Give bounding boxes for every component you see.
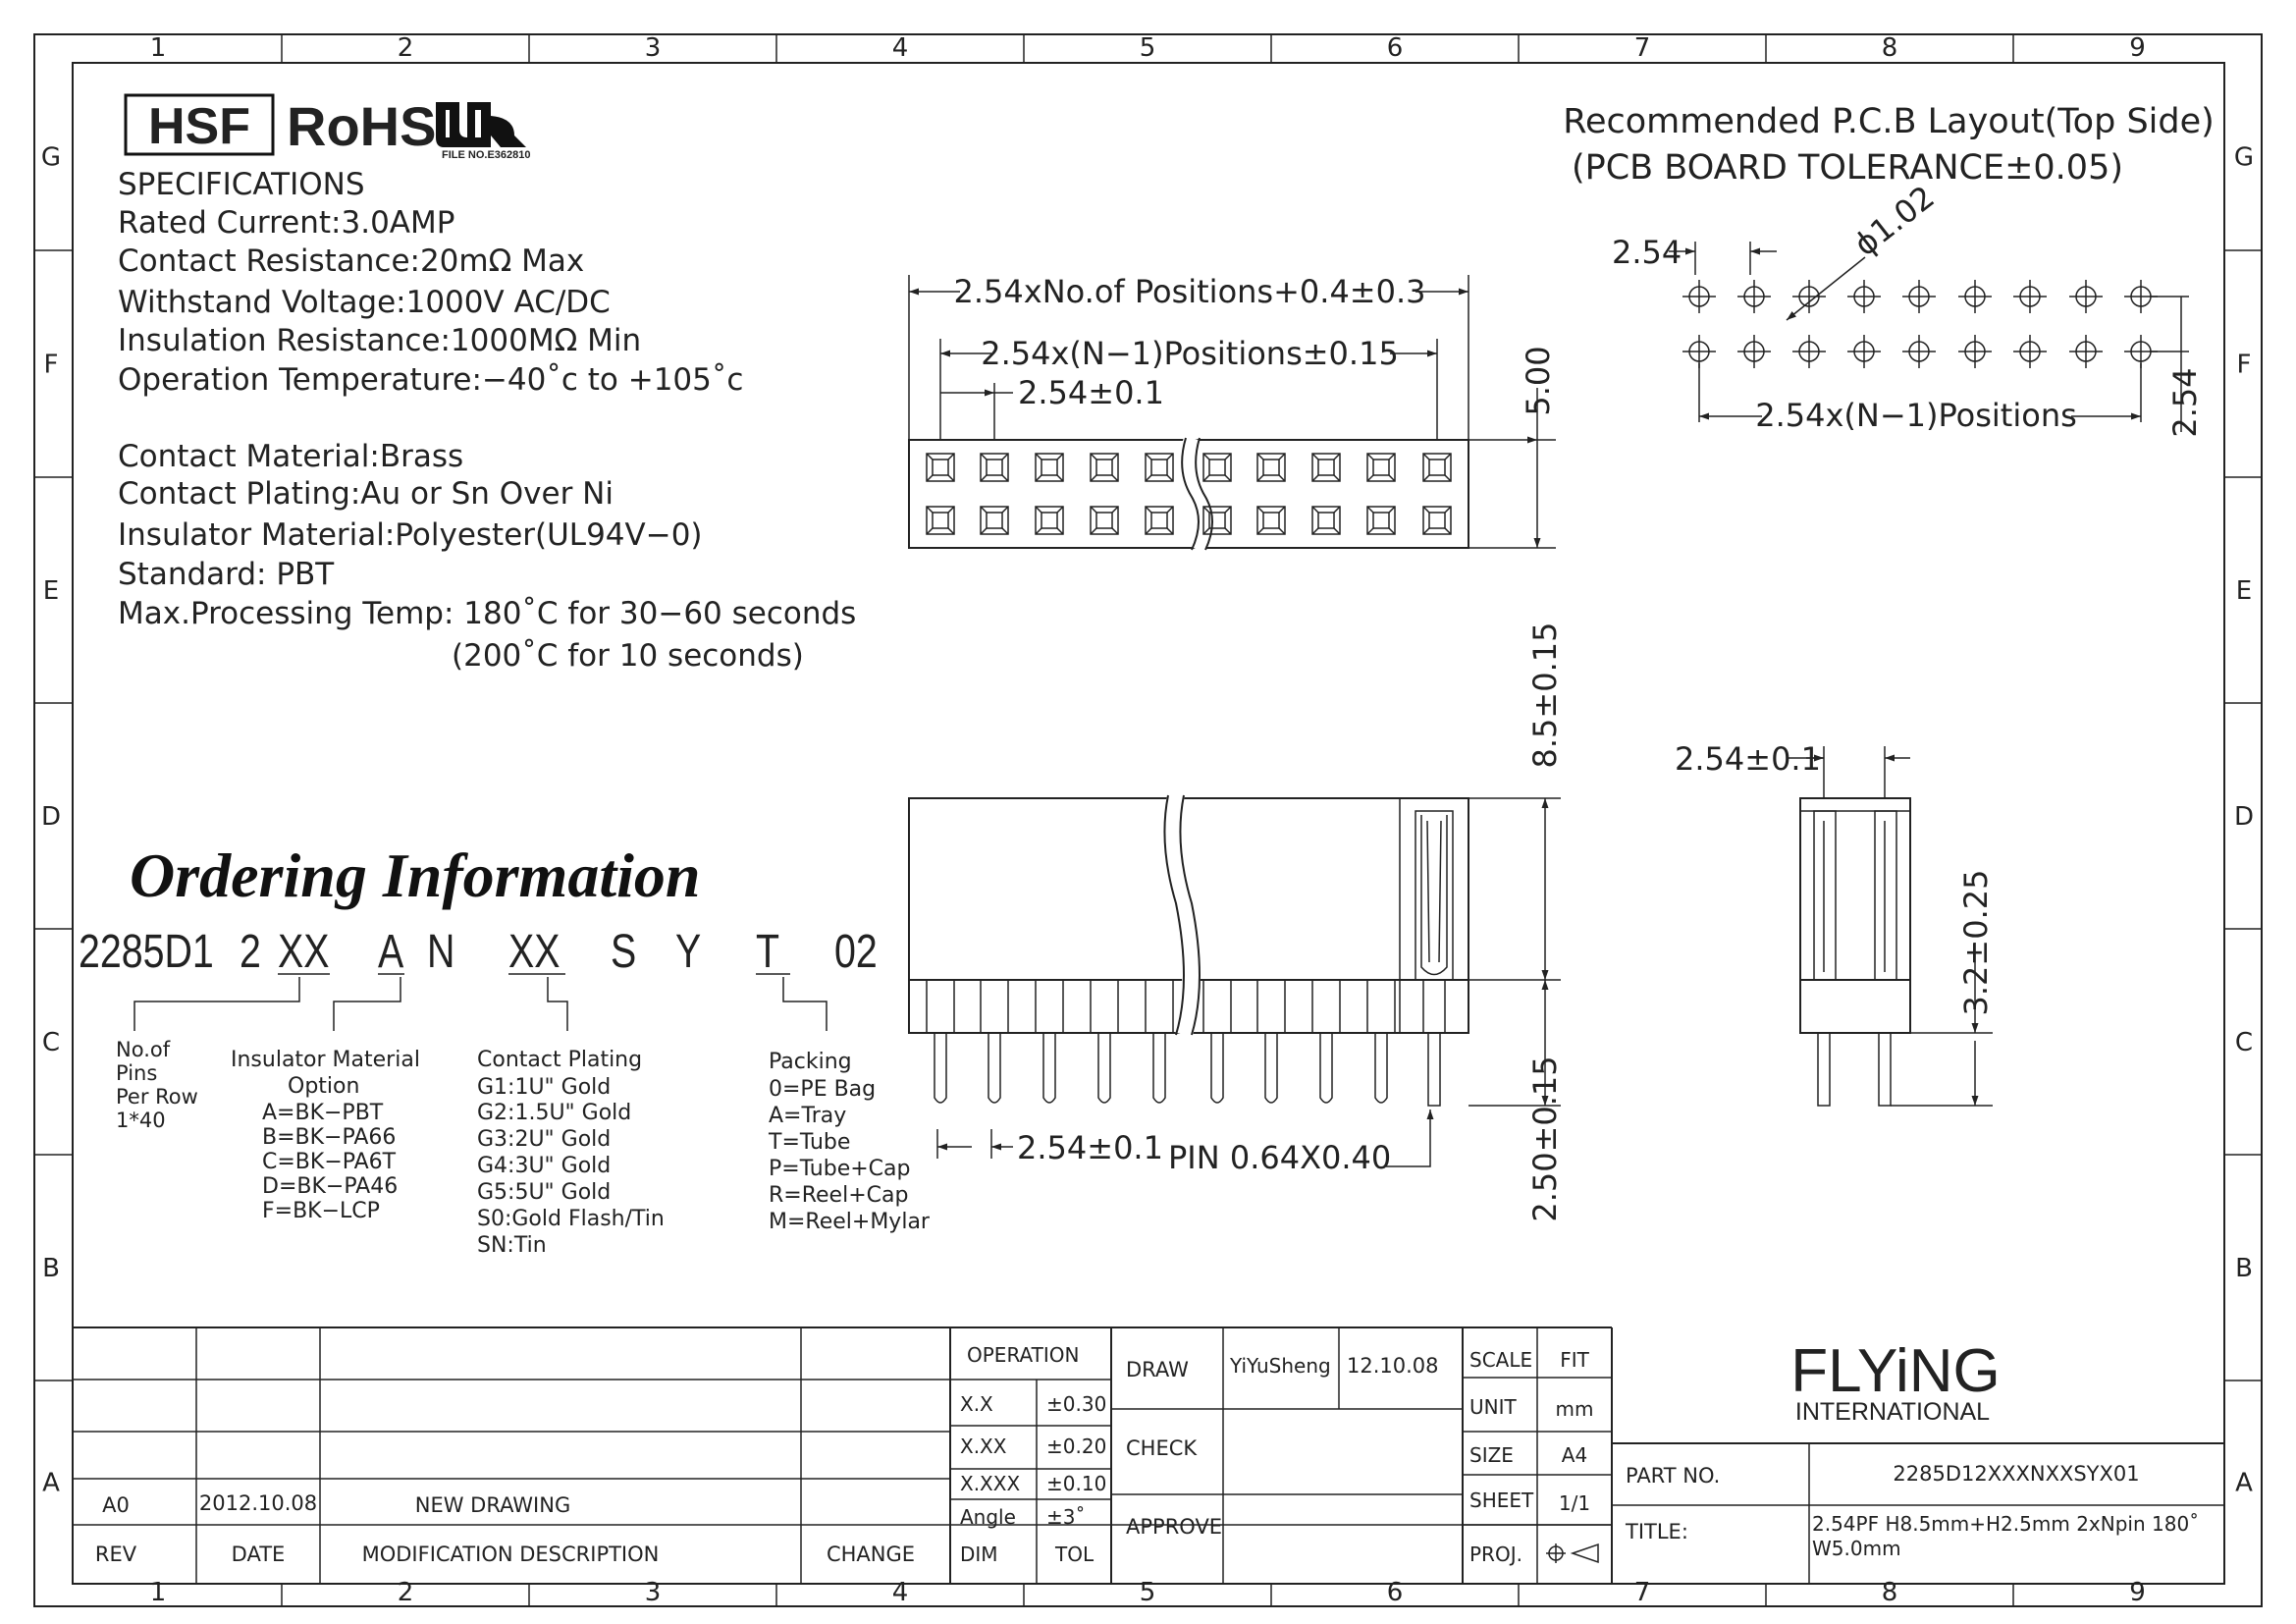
tol-value: ±0.10	[1046, 1472, 1107, 1495]
order-code-part: A	[378, 925, 404, 978]
side-pitch-dimension: 2.54±0.1	[1675, 740, 1821, 778]
part-number: 2285D12XXXNXXSYX01	[1893, 1462, 2140, 1486]
top-pitch-dimension: 2.54±0.1	[1018, 374, 1164, 411]
legend-line: S0:Gold Flash/Tin	[477, 1207, 665, 1231]
side-depth-dimension: 3.2±0.25	[1957, 869, 1995, 1016]
column-label: 9	[2129, 1578, 2146, 1607]
check-label: CHECK	[1126, 1436, 1198, 1460]
specifications-block	[118, 167, 856, 674]
ordering-information	[79, 840, 931, 1258]
sheet-label: SHEET	[1469, 1489, 1534, 1512]
order-code-part: Y	[675, 925, 702, 978]
pcb-pitch-dimension: 2.54	[1612, 234, 1682, 271]
row-label: A	[2235, 1468, 2253, 1498]
title-block	[73, 1327, 2224, 1584]
title-line-1: 2.54PF H8.5mm+H2.5mm 2xNpin 180˚	[1812, 1512, 2200, 1536]
contact-square-icon	[1036, 454, 1063, 481]
order-code-part: XX	[278, 925, 330, 978]
spec-line: Withstand Voltage:1000V AC/DC	[118, 285, 611, 320]
pcb-hole-grid	[1682, 280, 2158, 368]
pin-tail	[1265, 1033, 1277, 1103]
tol-header: TOL	[1055, 1543, 1095, 1566]
legend-line: G4:3U" Gold	[477, 1154, 612, 1178]
pin-tail	[1320, 1033, 1332, 1103]
legend-line: Insulator Material	[231, 1048, 420, 1072]
insulator-legend	[231, 1048, 420, 1223]
column-label: 4	[891, 1578, 909, 1607]
pcb-layout-view	[1563, 102, 2215, 438]
rev-description: NEW DRAWING	[414, 1493, 571, 1517]
contact-square-icon	[1146, 507, 1173, 534]
front-tail-dimension: 2.50±0.15	[1526, 1056, 1564, 1222]
company-subtitle: INTERNATIONAL	[1794, 1398, 1991, 1426]
pcb-layout-title: Recommended P.C.B Layout(Top Side)	[1563, 102, 2215, 141]
pcb-hole-icon	[1847, 335, 1881, 368]
pcb-hole-icon	[1958, 335, 1992, 368]
legend-line: G3:2U" Gold	[477, 1127, 612, 1152]
contact-square-icon	[927, 507, 954, 534]
pin-tail	[1211, 1033, 1223, 1103]
column-label: 1	[149, 33, 167, 63]
pcb-hole-icon	[1958, 280, 1992, 313]
pin-tail	[934, 1033, 946, 1103]
column-label: 2	[397, 33, 414, 63]
unit-value: mm	[1555, 1397, 1594, 1421]
column-label: 7	[1633, 33, 1651, 63]
hsf-logo-text: HSF	[148, 98, 250, 155]
title-line-2: W5.0mm	[1812, 1537, 1901, 1560]
column-label: 1	[149, 1578, 167, 1607]
order-code-part: 2	[240, 925, 261, 978]
pin-tail	[988, 1033, 1000, 1103]
scale-value: FIT	[1560, 1348, 1589, 1372]
spec-line: Contact Material:Brass	[118, 439, 464, 474]
contact-square-icon	[1091, 507, 1118, 534]
part-no-label: PART NO.	[1626, 1464, 1721, 1488]
spec-line: Operation Temperature:−40˚c to +105˚c	[118, 362, 744, 398]
pcb-hole-icon	[2013, 335, 2047, 368]
plating-legend	[477, 1048, 665, 1258]
column-label: 7	[1633, 1578, 1651, 1607]
order-code-part: XX	[508, 925, 561, 978]
rohs-logo-text: RoHS	[287, 95, 437, 157]
row-label: C	[2234, 1028, 2254, 1057]
tol-dim: Angle	[960, 1505, 1016, 1529]
connector-front-view	[909, 623, 1564, 1222]
rev-date: 2012.10.08	[198, 1491, 318, 1515]
pin-tail	[1043, 1033, 1055, 1103]
row-label: D	[40, 802, 62, 832]
row-label: E	[42, 576, 60, 606]
contact-square-icon	[981, 507, 1008, 534]
drawer-name: YiYuSheng	[1230, 1354, 1331, 1378]
certification-logos	[126, 95, 531, 161]
legend-line: C=BK−PA6T	[262, 1150, 397, 1174]
legend-line: A=Tray	[769, 1104, 847, 1128]
row-label: G	[40, 142, 62, 173]
spec-line: (200˚C for 10 seconds)	[452, 638, 804, 674]
tol-value: ±3˚	[1046, 1505, 1086, 1529]
scale-label: SCALE	[1469, 1348, 1533, 1372]
description-header: MODIFICATION DESCRIPTION	[361, 1543, 660, 1566]
spec-line: Contact Plating:Au or Sn Over Ni	[118, 476, 614, 512]
spec-line: Rated Current:3.0AMP	[118, 205, 455, 241]
pcb-positions-dimension: 2.54x(N−1)Positions	[1755, 397, 2077, 434]
pcb-hole-icon	[1847, 280, 1881, 313]
order-code-part: S	[611, 925, 637, 978]
spec-line: Max.Processing Temp: 180˚C for 30−60 seconds	[118, 596, 857, 631]
column-label: 6	[1386, 1578, 1404, 1607]
legend-line: Contact Plating	[477, 1048, 643, 1072]
legend-line: Option	[288, 1074, 360, 1099]
row-label: G	[2233, 142, 2255, 173]
pin-tail	[1153, 1033, 1165, 1103]
title-label: TITLE:	[1626, 1520, 1688, 1543]
row-label: D	[2233, 802, 2255, 832]
date-header: DATE	[231, 1543, 286, 1566]
column-label: 5	[1139, 33, 1156, 63]
size-label: SIZE	[1469, 1443, 1514, 1467]
legend-line: Per Row	[116, 1085, 198, 1109]
specifications-heading: SPECIFICATIONS	[118, 167, 365, 202]
column-label: 2	[397, 1578, 414, 1607]
spec-line: Insulation Resistance:1000MΩ Min	[118, 323, 642, 358]
proj-label: PROJ.	[1469, 1543, 1522, 1566]
order-code-part: 02	[834, 925, 878, 978]
tol-dim: X.XX	[960, 1435, 1007, 1458]
pin-tail	[1375, 1033, 1387, 1103]
front-height-dimension: 8.5±0.15	[1526, 622, 1564, 769]
pin-tail	[1098, 1033, 1110, 1103]
column-label: 3	[644, 1578, 662, 1607]
legend-line: D=BK−PA46	[262, 1174, 399, 1199]
order-code-part: N	[427, 925, 455, 978]
legend-line: B=BK−PA66	[262, 1125, 397, 1150]
legend-line: 0=PE Bag	[769, 1077, 877, 1102]
pcb-hole-icon	[1792, 280, 1826, 313]
rev-value: A0	[102, 1493, 130, 1517]
contact-square-icon	[1257, 507, 1285, 534]
pcb-hole-icon	[2069, 280, 2103, 313]
contact-square-icon	[1367, 507, 1395, 534]
contact-square-icon	[1146, 454, 1173, 481]
tol-dim: X.XXX	[960, 1472, 1021, 1495]
pin-tail	[1428, 1033, 1440, 1106]
draw-label: DRAW	[1126, 1358, 1189, 1381]
top-total-dimension: 2.54xNo.of Positions+0.4±0.3	[953, 273, 1426, 310]
legend-line: SN:Tin	[477, 1233, 547, 1258]
pcb-hole-icon	[2013, 280, 2047, 313]
pins-legend	[116, 1038, 198, 1132]
contact-square-icon	[1423, 454, 1451, 481]
ul-file-number: FILE NO.E362810	[442, 149, 531, 161]
pcb-hole-icon	[1792, 335, 1826, 368]
legend-line: G1:1U" Gold	[477, 1075, 612, 1100]
connector-top-view	[909, 273, 1557, 550]
legend-line: G2:1.5U" Gold	[477, 1101, 632, 1125]
legend-line: Pins	[116, 1061, 158, 1085]
contact-square-icon	[1036, 507, 1063, 534]
contact-square-icon	[1423, 507, 1451, 534]
legend-line: G5:5U" Gold	[477, 1180, 612, 1205]
top-width-dimension: 5.00	[1520, 346, 1557, 416]
draw-date: 12.10.08	[1347, 1354, 1439, 1378]
front-pitch-dimension: 2.54±0.1	[1017, 1129, 1163, 1166]
ordering-heading: Ordering Information	[130, 840, 701, 910]
approve-label: APPROVE	[1126, 1515, 1223, 1539]
operation-label: OPERATION	[967, 1343, 1080, 1367]
pcb-hole-icon	[1682, 280, 1716, 313]
row-label: B	[2235, 1254, 2253, 1283]
spec-line: Contact Resistance:20mΩ Max	[118, 244, 585, 279]
row-label: F	[43, 350, 59, 380]
contact-square-icon	[1257, 454, 1285, 481]
spec-line: Standard: PBT	[118, 557, 335, 592]
ur-mark-icon	[436, 102, 526, 147]
column-label: 9	[2129, 33, 2146, 63]
contact-square-icon	[1091, 454, 1118, 481]
change-header: CHANGE	[826, 1543, 916, 1566]
unit-label: UNIT	[1469, 1395, 1517, 1419]
legend-line: 1*40	[116, 1109, 166, 1132]
pcb-hole-icon	[1682, 335, 1716, 368]
column-label: 6	[1386, 33, 1404, 63]
contact-square-icon	[1312, 507, 1340, 534]
legend-line: Packing	[769, 1050, 852, 1074]
connector-side-view	[1675, 740, 1995, 1106]
contact-square-icon	[1367, 454, 1395, 481]
row-label: F	[2236, 350, 2252, 380]
contact-square-icon	[1203, 454, 1231, 481]
legend-line: F=BK−LCP	[262, 1199, 380, 1223]
row-label: E	[2235, 576, 2253, 606]
row-label: B	[42, 1254, 60, 1283]
contact-square-icon	[1312, 454, 1340, 481]
pin-size-label: PIN 0.64X0.40	[1168, 1139, 1392, 1176]
projection-symbol-icon	[1546, 1543, 1598, 1563]
pcb-hole-icon	[1902, 335, 1936, 368]
legend-line: T=Tube	[769, 1130, 851, 1155]
column-label: 8	[1881, 33, 1898, 63]
column-label: 8	[1881, 1578, 1898, 1607]
row-label: C	[41, 1028, 61, 1057]
order-code-part: 2285D1	[79, 925, 214, 978]
contact-square-icon	[927, 454, 954, 481]
pcb-hole-icon	[2069, 335, 2103, 368]
tol-dim: X.X	[960, 1392, 993, 1416]
pcb-hole-icon	[1902, 280, 1936, 313]
column-label: 4	[891, 33, 909, 63]
legend-line: M=Reel+Mylar	[769, 1210, 930, 1234]
contact-square-icon	[981, 454, 1008, 481]
pcb-hole-diameter: ϕ1.02	[1846, 178, 1942, 264]
pcb-hole-icon	[1737, 335, 1771, 368]
legend-line: A=BK−PBT	[262, 1101, 384, 1125]
pcb-row-dimension: 2.54	[2166, 367, 2204, 438]
legend-line: No.of	[116, 1038, 171, 1061]
sheet-value: 1/1	[1558, 1491, 1591, 1515]
row-label: A	[42, 1468, 60, 1498]
pcb-layout-subtitle: (PCB BOARD TOLERANCE±0.05)	[1571, 148, 2124, 188]
spec-line: Insulator Material:Polyester(UL94V−0)	[118, 517, 703, 553]
legend-line: P=Tube+Cap	[769, 1157, 911, 1181]
column-label: 5	[1139, 1578, 1156, 1607]
legend-line: R=Reel+Cap	[769, 1183, 909, 1208]
pcb-hole-icon	[1737, 280, 1771, 313]
tol-value: ±0.20	[1046, 1435, 1107, 1458]
column-label: 3	[644, 33, 662, 63]
size-value: A4	[1561, 1443, 1588, 1467]
dim-header: DIM	[960, 1543, 998, 1566]
rev-header: REV	[94, 1543, 137, 1566]
company-logo: FLYiNG	[1790, 1337, 2001, 1405]
top-n1-dimension: 2.54x(N−1)Positions±0.15	[981, 335, 1399, 372]
tol-value: ±0.30	[1046, 1392, 1107, 1416]
packing-legend	[768, 1050, 931, 1234]
order-code-part: T	[756, 925, 780, 978]
